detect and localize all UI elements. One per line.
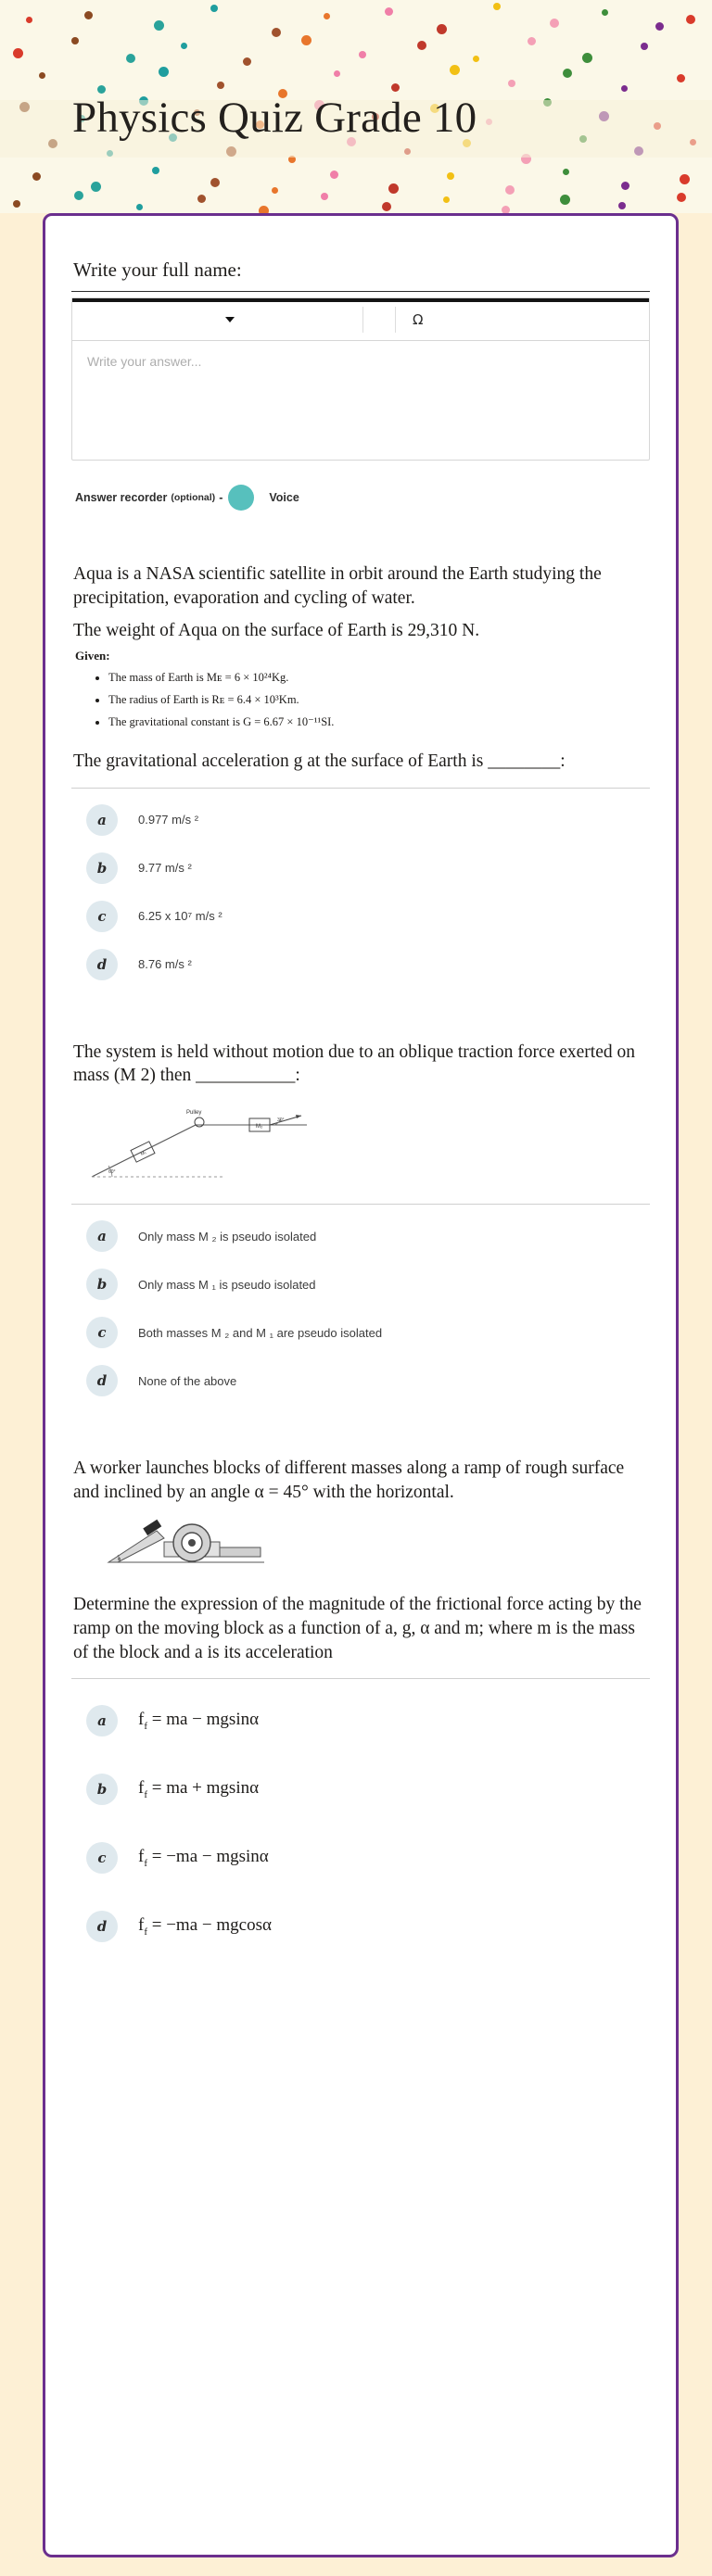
question-1-given-title: Given: <box>75 649 110 663</box>
record-voice-button[interactable] <box>228 485 254 511</box>
page-body <box>0 213 712 2576</box>
option-c[interactable] <box>71 1308 650 1357</box>
option-badge: d <box>86 949 118 980</box>
question-1 <box>71 562 650 989</box>
question-1-given-list <box>71 667 650 733</box>
question-1-divider <box>71 788 650 789</box>
recorder-label: Answer recorder <box>75 491 168 504</box>
question-3-prompt: Determine the expression of the magnitude of the frictional force acting by the ramp on the moving block as a function of a, g, α and m; where m is the mass of the block and a is its acceleration <box>73 1594 642 1662</box>
option-label: 6.25 x 10⁷ m/s ² <box>138 909 222 924</box>
full-name-label: Write your full name: <box>73 259 242 281</box>
list-item: • The mass of Earth is Mᴇ = 6 × 10²⁴Kg. <box>108 667 650 689</box>
toolbar-spacer-2 <box>363 298 395 340</box>
question-1-prompt: The gravitational acceleration g at the surface of Earth is ________: <box>73 751 566 772</box>
option-badge: a <box>86 804 118 836</box>
omega-symbol-icon: Ω <box>412 310 424 328</box>
rich-text-editor[interactable] <box>71 297 650 461</box>
question-2-divider <box>71 1204 650 1205</box>
option-label: Only mass M ₂ is pseudo isolated <box>138 1229 317 1244</box>
recorder-optional-label: (optional) <box>171 492 216 503</box>
option-b[interactable] <box>71 1260 650 1308</box>
option-label: 9.77 m/s ² <box>138 861 192 876</box>
option-badge: a <box>86 1220 118 1252</box>
ramp-truck-diagram <box>103 1514 650 1576</box>
option-label: None of the above <box>138 1373 237 1388</box>
option-badge: b <box>86 852 118 884</box>
answer-recorder-row <box>75 485 650 511</box>
voice-label: Voice <box>269 491 299 504</box>
answer-placeholder: Write your answer... <box>87 354 202 369</box>
option-label: Only mass M ₁ is pseudo isolated <box>138 1277 316 1292</box>
option-c[interactable] <box>71 892 650 941</box>
toolbar-spacer-left <box>72 298 202 340</box>
answer-textarea[interactable] <box>72 341 649 460</box>
font-dropdown-button[interactable] <box>202 298 258 340</box>
recorder-dash: - <box>219 491 223 504</box>
svg-text:α: α <box>118 1556 121 1562</box>
option-label: $f_f = -ma - mgcos\alpha$ <box>138 1914 272 1938</box>
option-a[interactable] <box>71 1686 650 1755</box>
option-badge: a <box>86 1705 118 1736</box>
pulley-incline-diagram <box>84 1097 650 1191</box>
option-label: Both masses M ₂ and M ₁ are pseudo isolated <box>138 1325 383 1340</box>
question-1-weight-line: The weight of Aqua on the surface of Earth is 29,310 N. <box>73 621 480 641</box>
full-name-section <box>71 259 650 511</box>
editor-toolbar[interactable] <box>72 298 649 341</box>
toolbar-spacer-mid <box>258 298 362 340</box>
option-label: 8.76 m/s ² <box>138 957 192 972</box>
option-badge: d <box>86 1911 118 1942</box>
option-c[interactable] <box>71 1824 650 1892</box>
svg-text:30°: 30° <box>277 1118 285 1124</box>
svg-text:Pulley: Pulley <box>186 1110 202 1117</box>
option-b[interactable] <box>71 844 650 892</box>
option-a[interactable] <box>71 796 650 844</box>
page-title: Physics Quiz Grade 10 <box>72 94 477 142</box>
question-3-divider <box>71 1678 650 1679</box>
option-badge: b <box>86 1774 118 1805</box>
option-label: 0.977 m/s ² <box>138 813 199 827</box>
option-badge: c <box>86 1842 118 1874</box>
list-item: • The gravitational constant is G = 6.67 × 10⁻¹¹SI. <box>108 712 650 734</box>
list-item: • The radius of Earth is Rᴇ = 6.4 × 10³Km. <box>108 689 650 712</box>
question-2 <box>71 1041 650 1405</box>
svg-text:M₂: M₂ <box>256 1124 263 1130</box>
omega-symbol-button[interactable] <box>396 298 440 340</box>
svg-text:60°: 60° <box>108 1169 116 1176</box>
name-divider <box>71 291 650 292</box>
option-d[interactable] <box>71 1892 650 1961</box>
question-3-intro: A worker launches blocks of different masses along a ramp of rough surface and inclined by an angle α = 45° with the horizontal. <box>73 1458 625 1502</box>
option-label: $f_f$ = ma − mgsinα <box>138 1709 260 1732</box>
option-d[interactable] <box>71 941 650 989</box>
question-1-intro: Aqua is a NASA scientific satellite in orbit around the Earth studying the precipitation, evaporation and cycling of water. <box>73 564 602 608</box>
option-label: $f_f$ = ma + mgsinα <box>138 1777 260 1800</box>
option-badge: c <box>86 901 118 932</box>
svg-text:M₁: M₁ <box>139 1149 147 1157</box>
page-banner <box>0 0 712 213</box>
toolbar-spacer-right <box>440 298 649 340</box>
question-2-prompt: The system is held without motion due to an oblique traction force exerted on mass (M 2) then ___________: <box>73 1042 635 1086</box>
quiz-card <box>43 213 679 2557</box>
option-a[interactable] <box>71 1212 650 1260</box>
chevron-down-icon <box>225 317 235 322</box>
option-badge: c <box>86 1317 118 1348</box>
option-label: $f_f = -ma - mgsin\alpha$ <box>138 1846 269 1869</box>
option-badge: b <box>86 1269 118 1300</box>
option-b[interactable] <box>71 1755 650 1824</box>
question-3 <box>71 1457 650 1961</box>
option-d[interactable] <box>71 1357 650 1405</box>
option-badge: d <box>86 1365 118 1396</box>
